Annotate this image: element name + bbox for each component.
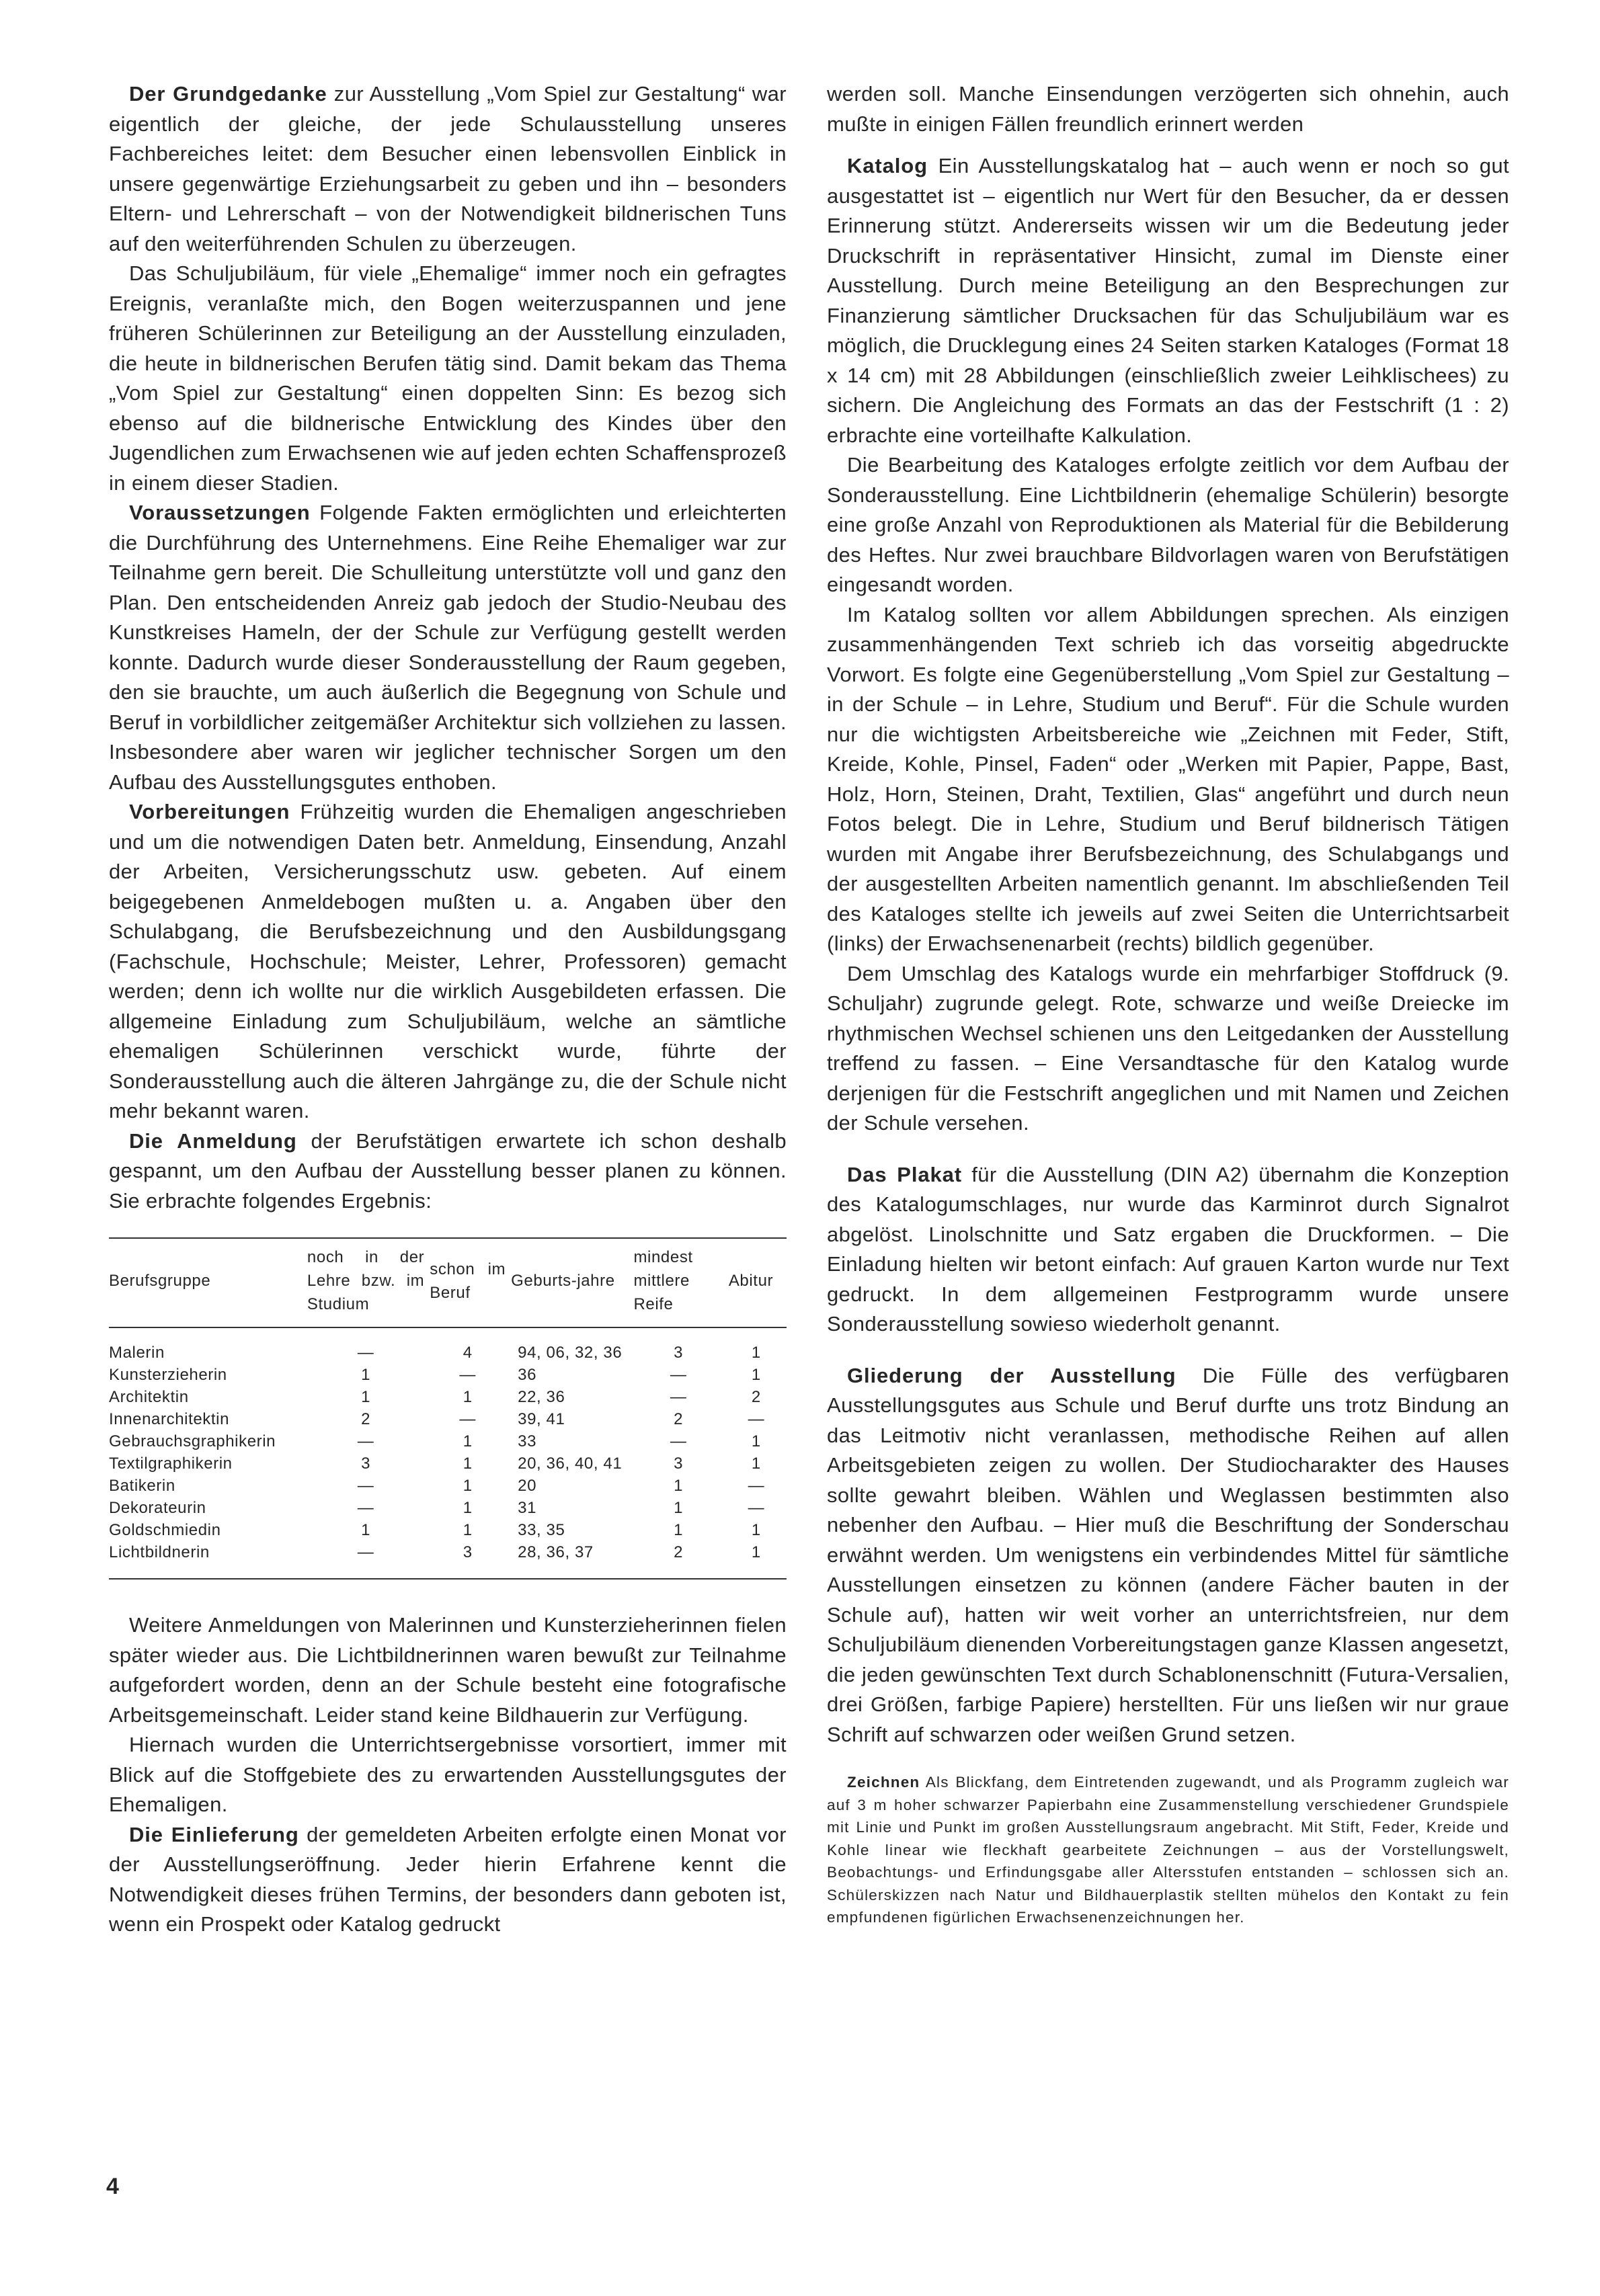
table-cell: 1 [361, 1521, 371, 1539]
table-cell: 3 [674, 1454, 684, 1473]
table-cell: 4 [463, 1344, 473, 1362]
table-cell: 1 [361, 1366, 371, 1384]
table-cell: 94, 06, 32, 36 [518, 1344, 623, 1362]
table-cell: 1 [463, 1432, 473, 1450]
caption-heading-zeichnen: Zeichnen [847, 1774, 920, 1791]
heading-plakat: Das Plakat [847, 1162, 962, 1186]
table-cell: 2 [631, 1541, 725, 1579]
paragraph-hiernach: Hiernach wurden die Unterrichtsergebnisse vorsortiert, immer mit Blick auf die Stoffgebiete des zu erwartenden Ausstellungsgutes der Ehemaligen. [109, 1733, 787, 1816]
paragraph-umschlag: Dem Umschlag des Katalogs wurde ein mehrfarbiger Stoffdruck (9. Schuljahr) zugrunde gelegt. Rote, schwarze und weiße Dreiecke im rhythmischen Wechsel schienen uns den Leitgedanken der Ausstellung treffend zu fassen. – Eine Versandtasche für den Katalog wurde derjenigen für die Festschrift angeglichen und mit Namen und Zeichen der Schule versehen. [827, 961, 1509, 1135]
table-cell: — [357, 1344, 374, 1362]
table-row [109, 1497, 787, 1519]
table-cell: 20 [518, 1477, 537, 1495]
table-row [109, 1475, 787, 1497]
paragraph-bearbeitung: Die Bearbeitung des Kataloges erfolgte zeitlich vor dem Aufbau der Sonderausstellung. Eine Lichtbildnerin (ehemalige Schülerin) besorgte eine große Anzahl von Reproduktionen als Material für die Bebilderung des Heftes. Nur zwei brauchbare Bildvorlagen waren von Berufstätigen eingesandt worden. [827, 453, 1509, 596]
table-cell: 3 [361, 1454, 371, 1473]
table-cell: Dekorateurin [109, 1499, 206, 1517]
table-cell: 2 [361, 1410, 371, 1428]
heading-anmeldung: Die Anmeldung [129, 1129, 297, 1153]
right-column [827, 79, 1509, 1929]
table-cell: — [459, 1410, 476, 1428]
table-cell: Innenarchitektin [109, 1410, 230, 1428]
table-row [109, 1430, 787, 1452]
paragraph-vorbereitungen: Vorbereitungen Frühzeitig wurden die Ehemaligen angeschrieben und um die notwendigen Daten betr. Anmeldung, Einsendung, Anzahl der Arbeiten, Versicherungsschutz usw. gebeten. Auf einem beigegebenen Anmeldebogen mußten u. a. Angaben über den Schulabgang, die Berufsbezeichnung und den Ausbildungsgang (Fachschule, Hochschule; Meister, Lehrer, Professoren) gemacht werden; denn ich wollte nur die wirklich Ausgebildeten erfassen. Die allgemeine Einladung zum Schuljubiläum, welche an sämtliche ehemaligen Schülerinnen verschickt wurde, führte der Sonderausstellung auch die älteren Jahrgänge zu, die der Schule nicht mehr bekannt waren. [109, 800, 787, 1122]
paragraph-im-katalog: Im Katalog sollten vor allem Abbildungen sprechen. Als einzigen zusammenhängenden Text schrieb ich das vorseitig abgedruckte Vorwort. Es folgte eine Gegenüberstellung „Vom Spiel zur Gestaltung – in der Schule – in Lehre, Studium und Beruf“. Für die Schule wurden nur die wichtigsten Arbeitsbereiche wie „Zeichnen mit Feder, Stift, Kreide, Kohle, Pinsel, Faden“ oder „Werken mit Papier, Pappe, Bast, Holz, Horn, Steinen, Draht, Textilien, Glas“ angeführt und durch neun Fotos belegt. Die in Lehre, Studium und Beruf bildnerisch Tätigen wurden mit Angabe ihrer Berufsbezeichnung, des Schulabgangs und der ausgestellten Arbeiten namentlich genannt. Im abschließenden Teil des Kataloges stellte ich jeweils auf zwei Seiten die Unterrichtsarbeit (links) der Erwachsenenarbeit (rechts) bildlich gegenüber. [827, 602, 1509, 955]
paragraph-weitere-anmeldungen: Weitere Anmeldungen von Malerinnen und Kunsterzieherinnen fielen später wieder aus. Die Lichtbildnerinnen waren bewußt zur Teilnahme aufgefordert worden, denn an der Schule besteht eine fotografische Arbeitsgemeinschaft. Leider stand keine Bildhauerin zur Verfügung. [109, 1613, 787, 1727]
table-header-row [109, 1238, 787, 1327]
table-cell: 1 [463, 1454, 473, 1473]
table-cell: 1 [751, 1344, 761, 1362]
table-cell: 2 [751, 1388, 761, 1406]
table-row [109, 1364, 787, 1386]
table-cell: Architektin [109, 1388, 189, 1406]
table-cell: 1 [674, 1521, 684, 1539]
table-cell: 1 [751, 1521, 761, 1539]
table-cell: 1 [751, 1432, 761, 1450]
table-row [109, 1452, 787, 1475]
paragraph-grundgedanke: Der Grundgedanke zur Ausstellung „Vom Spiel zur Gestaltung“ war eigentlich der gleiche, der jede Schulausstellung unseres Fachbereiches leitet: dem Besucher einen lebensvollen Einblick in unsere gegenwärtige Erziehungsarbeit zu geben und ihn – besonders Eltern- und Lehrerschaft – von der Notwendigkeit bildnerischen Tuns auf den weiterführenden Schulen zu überzeugen. [109, 82, 787, 255]
table-cell: 1 [463, 1499, 473, 1517]
heading-grundgedanke: Der Grundgedanke [129, 82, 327, 106]
table-cell: 1 [674, 1477, 684, 1495]
table-cell: Goldschmiedin [109, 1521, 221, 1539]
table-cell: 39, 41 [518, 1410, 565, 1428]
table-cell: — [670, 1432, 687, 1450]
table-header-cell: mindest mittlere Reife [633, 1248, 693, 1313]
table-cell: Batikerin [109, 1477, 175, 1495]
table-cell: 3 [674, 1344, 684, 1362]
table-cell: 1 [726, 1541, 787, 1579]
table-cell: — [357, 1477, 374, 1495]
paragraph-katalog: Katalog Ein Ausstellungskatalog hat – auch wenn er noch so gut ausgestattet ist – eigentlich nur Wert für den Besucher, da er dessen Erinnerung stützt. Andererseits wissen wir um die Bedeutung jeder Druckschrift in repräsentativer Hinsicht, zumal im Dienste einer Ausstellung. Durch meine Beteiligung an den Besprechungen zur Finanzierung sämtlicher Drucksachen für das Schuljubiläum war es möglich, die Drucklegung eines 24 Seiten starken Kataloges (Format 18 x 14 cm) mit 28 Abbildungen (einschließlich zweier Leihklischees) zu sichern. Die Angleichung des Formats an das der Festschrift (1 : 2) erbrachte eine vorteilhafte Kalkulation. [827, 154, 1509, 447]
table-row [109, 1541, 787, 1579]
table-cell: Textilgraphikerin [109, 1454, 233, 1473]
table-cell: — [748, 1410, 765, 1428]
heading-voraussetzungen: Voraussetzungen [129, 501, 311, 524]
paragraph-werden-soll: werden soll. Manche Einsendungen verzögerten sich ohnehin, auch mußte in einigen Fällen freundlich erinnert werden [827, 82, 1509, 136]
table-cell: Malerin [109, 1344, 165, 1362]
paragraph-voraussetzungen: Voraussetzungen Folgende Fakten ermöglichten und erleichterten die Durchführung des Unternehmens. Eine Reihe Ehemaliger war zur Teilnahme gern bereit. Die Schulleitung unterstützte voll und ganz den Plan. Den entscheidenden Anreiz gab jedoch der Studio-Neubau des Kunstkreises Hameln, der der Schule zur Verfügung gestellt werden konnte. Dadurch wurde dieser Sonderausstellung der Raum gegeben, den sie brauchte, um auch äußerlich die Begegnung von Schule und Beruf in vorbildlicher zeitgemäßer Architektur sich vollziehen zu lassen. Insbesondere aber waren wir jeglicher technischer Sorgen um den Aufbau des Ausstellungsgutes enthoben. [109, 501, 787, 794]
table-cell: — [748, 1477, 765, 1495]
table-cell: 1 [361, 1388, 371, 1406]
table-cell: 36 [518, 1366, 537, 1384]
registration-table [109, 1237, 787, 1580]
table-cell: 1 [463, 1477, 473, 1495]
table-cell: 1 [463, 1521, 473, 1539]
table-cell: 33, 35 [518, 1521, 565, 1539]
heading-vorbereitungen: Vorbereitungen [129, 800, 290, 823]
table-cell: Lichtbildnerin [109, 1541, 305, 1579]
table-cell: 31 [518, 1499, 537, 1517]
table-cell: — [670, 1366, 687, 1384]
table-cell: — [357, 1432, 374, 1450]
table-cell: 1 [751, 1366, 761, 1384]
paragraph-schuljubilaeum: Das Schuljubiläum, für viele „Ehemalige“ immer noch ein gefragtes Ereignis, veranlaßte mich, den Bogen weiterzuspannen und jene früheren Schülerinnen zur Beteiligung an der Ausstellung einzuladen, die heute in bildnerischen Berufen tätig sind. Damit bekam das Thema „Vom Spiel zur Gestaltung“ einen doppelten Sinn: Es bezog sich ebenso auf die bildnerische Entwicklung des Kindes über den Jugendlichen zum Erwachsenen wie auf jeden echten Schaffensprozeß in einem dieser Stadien. [109, 261, 787, 495]
table-cell: — [670, 1388, 687, 1406]
table-header-cell: noch in der Lehre bzw. im Studium [307, 1248, 425, 1313]
paragraph-einlieferung: Die Einlieferung der gemeldeten Arbeiten erfolgte einen Monat vor der Ausstellungseröffnung. Jeder hierin Erfahrene kennt die Notwendigkeit dieses frühen Termins, der besonders dann geboten ist, wenn ein Prospekt oder Katalog gedruckt [109, 1822, 787, 1936]
table-cell: 33 [518, 1432, 537, 1450]
table-row [109, 1408, 787, 1430]
table-cell: 1 [463, 1388, 473, 1406]
heading-einlieferung: Die Einlieferung [129, 1822, 299, 1846]
table-cell: — [748, 1499, 765, 1517]
caption-zeichnen: Zeichnen Als Blickfang, dem Eintretenden zugewandt, und als Programm zugleich war auf 3 m hoher schwarzer Papierbahn eine Zusammenstellung verschiedener Grundspiele mit Linie und Punkt im großen Ausstellungsraum angebracht. Mit Stift, Feder, Kreide und Kohle linear wie fleckhaft gearbeitete Zeichnungen – aus der Vorstellungswelt, Beobachtungs- und Erfindungsgabe aller Altersstufen entstanden – schlossen sich an. Schülerskizzen nach Natur und Bildhauerplastik stellten mühelos den Kontakt zu fein empfundenen figürlichen Erwachsenenzeichnungen her. [827, 1774, 1509, 1926]
page-number: 4 [106, 2174, 119, 2199]
table-cell: — [357, 1499, 374, 1517]
table-cell: Gebrauchsgraphikerin [109, 1432, 276, 1450]
table-cell: 3 [427, 1541, 508, 1579]
table-cell: Kunsterzieherin [109, 1366, 227, 1384]
table-row [109, 1519, 787, 1541]
table-cell: 1 [751, 1454, 761, 1473]
table-header-cell: Geburts-jahre [511, 1272, 615, 1290]
heading-gliederung: Gliederung der Ausstellung [847, 1363, 1176, 1387]
table-header-cell: Abitur [728, 1272, 774, 1290]
paragraph-anmeldung: Die Anmeldung der Berufstätigen erwartete ich schon deshalb gespannt, um den Aufbau der Ausstellung besser planen zu können. Sie erbrachte folgendes Ergebnis: [109, 1129, 787, 1213]
table-row [109, 1327, 787, 1364]
table-cell: 22, 36 [518, 1388, 565, 1406]
table-cell: 1 [674, 1499, 684, 1517]
paragraph-gliederung: Gliederung der Ausstellung Die Fülle des verfügbaren Ausstellungsgutes aus Schule und Beruf durfte uns trotz Bindung an das Leitmotiv nicht veranlassen, methodische Reihen auf allen Arbeitsgebieten zeigen zu wollen. Der Studiocharakter des Hauses sollte gewahrt bleiben. Wählen und Weglassen bestimmten also nebenher den Aufbau. – Hier muß die Beschriftung der Sonderschau erwähnt werden. Um wenigstens ein verbindendes Mittel für sämtliche Ausstellungen einsetzen zu können (andere Fächer bauten in der Schule auf), hatten wir weit vorher an unterrichtsfreien, nur dem Schuljubiläum dienenden Vorbereitungstagen ganze Klassen angesetzt, die jeden gewünschten Text durch Schablonenschnitt (Futura-Versalien, drei Größen, farbige Papiere) herstellten. Für uns ließen wir nur graue Schrift auf schwarzen oder weißen Grund setzen. [827, 1363, 1510, 1746]
table-header-cell: Berufsgruppe [109, 1272, 211, 1290]
table-cell: — [459, 1366, 476, 1384]
table-cell: 2 [674, 1410, 684, 1428]
table-cell: — [305, 1541, 427, 1579]
left-column [109, 79, 787, 1940]
paragraph-plakat: Das Plakat für die Ausstellung (DIN A2) übernahm die Konzeption des Katalogumschlages, nur wurde das Karminrot durch Signalrot abgelöst. Linolschnitte und Satz ergaben die Druckformen. – Die Einladung hielten wir betont einfach: Auf grauen Karton wurde nur Text gedruckt. In dem allgemeinen Festprogramm wurde unsere Sonderausstellung sowieso wiederholt genannt. [827, 1162, 1509, 1336]
heading-katalog: Katalog [847, 154, 928, 177]
table-cell: 20, 36, 40, 41 [518, 1454, 623, 1473]
table-row [109, 1386, 787, 1408]
table-header-cell: schon im Beruf [430, 1260, 506, 1302]
table-cell: 28, 36, 37 [508, 1541, 631, 1579]
